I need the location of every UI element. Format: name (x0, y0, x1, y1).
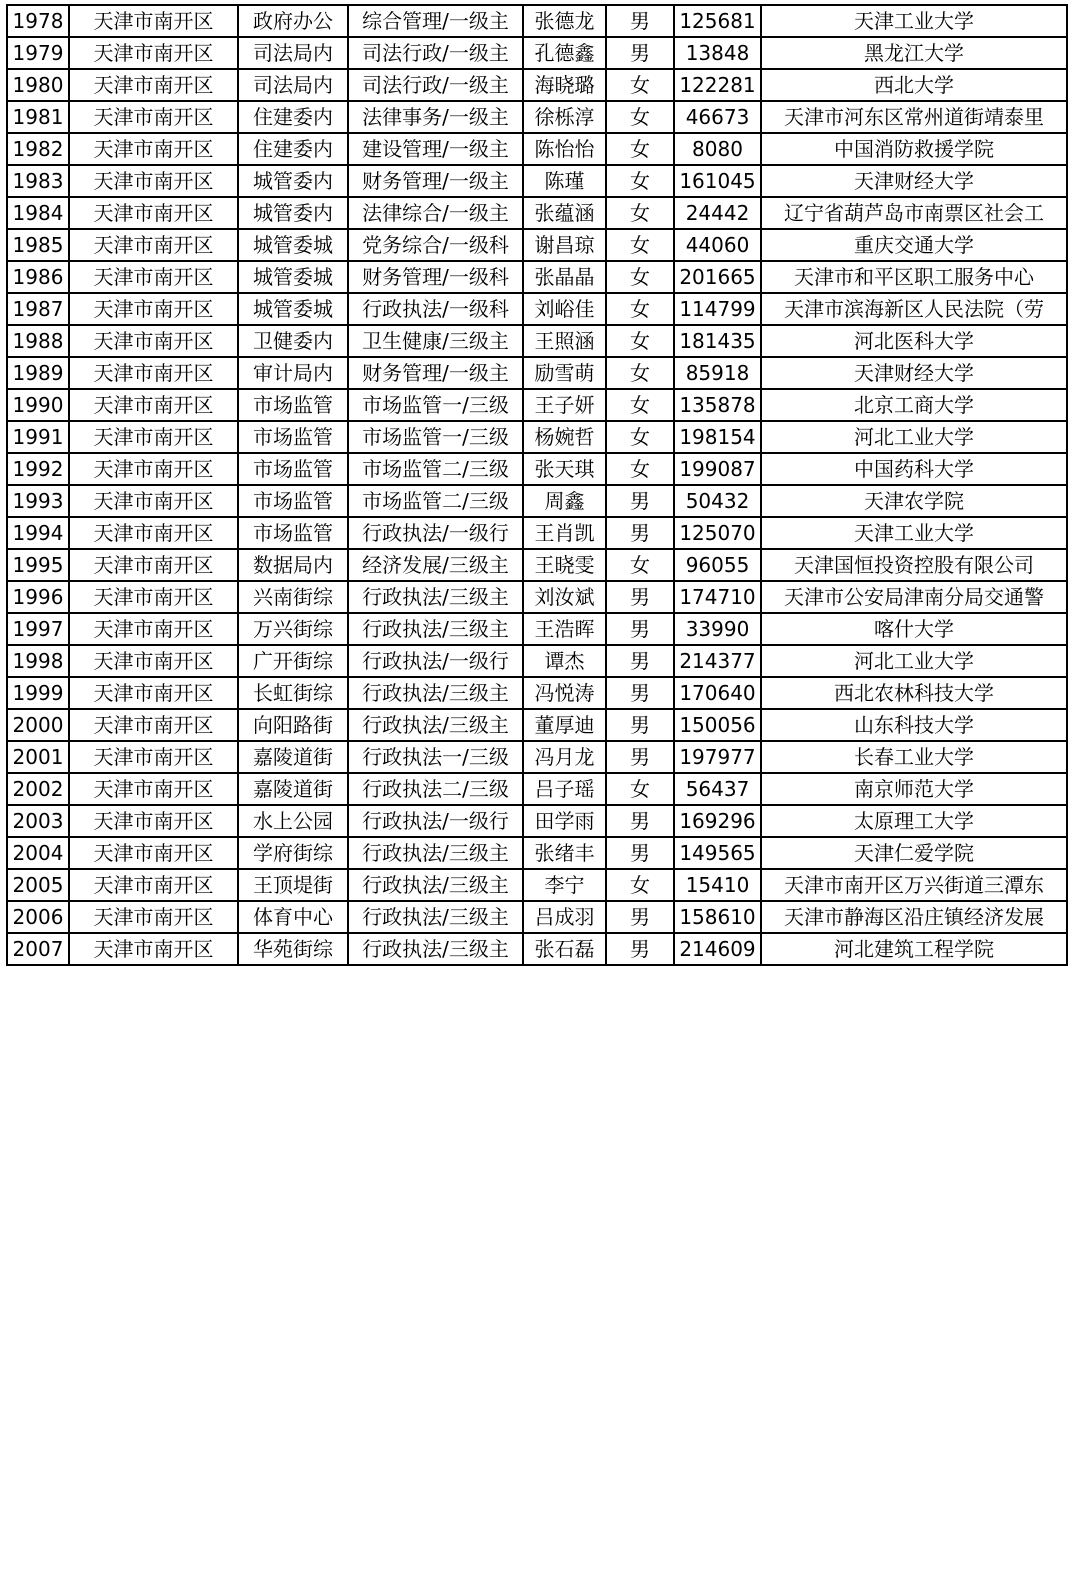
cell-gender: 男 (606, 805, 674, 837)
cell-ticket-number: 24442 (674, 197, 761, 229)
cell-department: 兴南街综 (238, 581, 348, 613)
cell-district: 天津市南开区 (69, 197, 238, 229)
cell-ticket-number: 161045 (674, 165, 761, 197)
cell-department: 数据局内 (238, 549, 348, 581)
cell-person-name: 王照涵 (523, 325, 606, 357)
cell-gender: 男 (606, 37, 674, 69)
cell-position: 行政执法/一级行 (348, 517, 523, 549)
cell-gender: 男 (606, 485, 674, 517)
table-row (7, 805, 1067, 837)
cell-department: 市场监管 (238, 453, 348, 485)
cell-ticket-number: 122281 (674, 69, 761, 101)
cell-ticket-number: 15410 (674, 869, 761, 901)
cell-district: 天津市南开区 (69, 421, 238, 453)
cell-gender: 女 (606, 869, 674, 901)
cell-district: 天津市南开区 (69, 389, 238, 421)
cell-organization: 天津工业大学 (761, 517, 1067, 549)
cell-person-name: 谭杰 (523, 645, 606, 677)
cell-person-name: 孔德鑫 (523, 37, 606, 69)
cell-gender: 女 (606, 229, 674, 261)
cell-department: 政府办公 (238, 5, 348, 37)
cell-organization: 天津农学院 (761, 485, 1067, 517)
cell-position: 卫生健康/三级主 (348, 325, 523, 357)
cell-ticket-number: 149565 (674, 837, 761, 869)
cell-ticket-number: 169296 (674, 805, 761, 837)
table-row (7, 709, 1067, 741)
cell-organization: 天津工业大学 (761, 5, 1067, 37)
cell-person-name: 张天琪 (523, 453, 606, 485)
cell-ticket-number: 214609 (674, 933, 761, 965)
cell-department: 王顶堤街 (238, 869, 348, 901)
cell-organization: 天津市南开区万兴街道三潭东 (761, 869, 1067, 901)
cell-position: 行政执法/一级行 (348, 805, 523, 837)
cell-organization: 天津仁爱学院 (761, 837, 1067, 869)
cell-district: 天津市南开区 (69, 293, 238, 325)
table-row (7, 421, 1067, 453)
cell-position: 司法行政/一级主 (348, 37, 523, 69)
cell-position: 行政执法一/三级 (348, 741, 523, 773)
cell-person-name: 冯悦涛 (523, 677, 606, 709)
cell-organization: 中国药科大学 (761, 453, 1067, 485)
cell-person-name: 张绪丰 (523, 837, 606, 869)
cell-ticket-number: 199087 (674, 453, 761, 485)
cell-gender: 女 (606, 133, 674, 165)
cell-district: 天津市南开区 (69, 709, 238, 741)
cell-organization: 重庆交通大学 (761, 229, 1067, 261)
cell-department: 市场监管 (238, 485, 348, 517)
cell-ticket-number: 46673 (674, 101, 761, 133)
cell-organization: 天津财经大学 (761, 165, 1067, 197)
cell-serial-number: 1980 (7, 69, 69, 101)
cell-ticket-number: 114799 (674, 293, 761, 325)
table-row (7, 261, 1067, 293)
cell-organization: 南京师范大学 (761, 773, 1067, 805)
cell-serial-number: 1984 (7, 197, 69, 229)
cell-department: 卫健委内 (238, 325, 348, 357)
cell-gender: 男 (606, 933, 674, 965)
cell-ticket-number: 13848 (674, 37, 761, 69)
cell-ticket-number: 96055 (674, 549, 761, 581)
cell-department: 城管委城 (238, 293, 348, 325)
cell-gender: 男 (606, 837, 674, 869)
cell-department: 司法局内 (238, 69, 348, 101)
cell-person-name: 张蕴涵 (523, 197, 606, 229)
cell-ticket-number: 214377 (674, 645, 761, 677)
cell-ticket-number: 198154 (674, 421, 761, 453)
cell-position: 综合管理/一级主 (348, 5, 523, 37)
cell-serial-number: 2007 (7, 933, 69, 965)
cell-organization: 天津财经大学 (761, 357, 1067, 389)
cell-department: 向阳路街 (238, 709, 348, 741)
cell-position: 建设管理/一级主 (348, 133, 523, 165)
cell-organization: 天津市公安局津南分局交通警 (761, 581, 1067, 613)
cell-organization: 天津市滨海新区人民法院（劳 (761, 293, 1067, 325)
table-row (7, 133, 1067, 165)
cell-department: 城管委城 (238, 261, 348, 293)
cell-department: 城管委城 (238, 229, 348, 261)
cell-serial-number: 2006 (7, 901, 69, 933)
cell-position: 市场监管一/三级 (348, 389, 523, 421)
cell-district: 天津市南开区 (69, 677, 238, 709)
cell-person-name: 田学雨 (523, 805, 606, 837)
cell-ticket-number: 201665 (674, 261, 761, 293)
cell-gender: 女 (606, 453, 674, 485)
cell-position: 财务管理/一级科 (348, 261, 523, 293)
cell-organization: 辽宁省葫芦岛市南票区社会工 (761, 197, 1067, 229)
cell-person-name: 张晶晶 (523, 261, 606, 293)
cell-district: 天津市南开区 (69, 645, 238, 677)
cell-gender: 男 (606, 645, 674, 677)
cell-gender: 女 (606, 773, 674, 805)
cell-serial-number: 1999 (7, 677, 69, 709)
cell-person-name: 刘峪佳 (523, 293, 606, 325)
cell-person-name: 王晓雯 (523, 549, 606, 581)
cell-ticket-number: 150056 (674, 709, 761, 741)
table-row (7, 69, 1067, 101)
cell-position: 行政执法/三级主 (348, 837, 523, 869)
cell-department: 广开街综 (238, 645, 348, 677)
cell-department: 市场监管 (238, 421, 348, 453)
cell-gender: 男 (606, 741, 674, 773)
cell-ticket-number: 50432 (674, 485, 761, 517)
roster-table-body (7, 5, 1067, 965)
table-row (7, 517, 1067, 549)
cell-ticket-number: 135878 (674, 389, 761, 421)
cell-position: 行政执法二/三级 (348, 773, 523, 805)
cell-department: 长虹街综 (238, 677, 348, 709)
cell-organization: 天津市和平区职工服务中心 (761, 261, 1067, 293)
cell-serial-number: 1986 (7, 261, 69, 293)
cell-district: 天津市南开区 (69, 69, 238, 101)
cell-gender: 男 (606, 581, 674, 613)
cell-serial-number: 1994 (7, 517, 69, 549)
cell-ticket-number: 85918 (674, 357, 761, 389)
cell-position: 法律综合/一级主 (348, 197, 523, 229)
cell-serial-number: 1987 (7, 293, 69, 325)
cell-serial-number: 2004 (7, 837, 69, 869)
cell-position: 行政执法/三级主 (348, 613, 523, 645)
cell-organization: 西北大学 (761, 69, 1067, 101)
cell-gender: 男 (606, 901, 674, 933)
cell-position: 市场监管二/三级 (348, 453, 523, 485)
cell-department: 学府街综 (238, 837, 348, 869)
cell-department: 司法局内 (238, 37, 348, 69)
cell-district: 天津市南开区 (69, 261, 238, 293)
cell-gender: 男 (606, 613, 674, 645)
table-row (7, 325, 1067, 357)
cell-position: 行政执法/一级科 (348, 293, 523, 325)
cell-serial-number: 1982 (7, 133, 69, 165)
cell-ticket-number: 181435 (674, 325, 761, 357)
cell-district: 天津市南开区 (69, 517, 238, 549)
cell-serial-number: 1983 (7, 165, 69, 197)
cell-position: 行政执法/三级主 (348, 581, 523, 613)
cell-department: 市场监管 (238, 517, 348, 549)
cell-person-name: 陈瑾 (523, 165, 606, 197)
cell-district: 天津市南开区 (69, 325, 238, 357)
cell-serial-number: 1978 (7, 5, 69, 37)
cell-position: 行政执法/三级主 (348, 677, 523, 709)
cell-district: 天津市南开区 (69, 357, 238, 389)
cell-organization: 长春工业大学 (761, 741, 1067, 773)
table-row (7, 741, 1067, 773)
cell-person-name: 吕成羽 (523, 901, 606, 933)
cell-position: 法律事务/一级主 (348, 101, 523, 133)
cell-serial-number: 1991 (7, 421, 69, 453)
cell-district: 天津市南开区 (69, 549, 238, 581)
cell-district: 天津市南开区 (69, 805, 238, 837)
cell-organization: 黑龙江大学 (761, 37, 1067, 69)
table-row (7, 37, 1067, 69)
table-row (7, 549, 1067, 581)
table-row (7, 645, 1067, 677)
table-row (7, 485, 1067, 517)
cell-serial-number: 2005 (7, 869, 69, 901)
cell-ticket-number: 33990 (674, 613, 761, 645)
cell-position: 行政执法/三级主 (348, 709, 523, 741)
cell-person-name: 陈怡怡 (523, 133, 606, 165)
cell-department: 市场监管 (238, 389, 348, 421)
cell-gender: 女 (606, 389, 674, 421)
cell-ticket-number: 44060 (674, 229, 761, 261)
cell-serial-number: 2003 (7, 805, 69, 837)
cell-gender: 女 (606, 293, 674, 325)
cell-organization: 喀什大学 (761, 613, 1067, 645)
cell-district: 天津市南开区 (69, 453, 238, 485)
cell-department: 住建委内 (238, 133, 348, 165)
cell-ticket-number: 56437 (674, 773, 761, 805)
cell-person-name: 张石磊 (523, 933, 606, 965)
cell-position: 经济发展/三级主 (348, 549, 523, 581)
cell-district: 天津市南开区 (69, 5, 238, 37)
cell-position: 党务综合/一级科 (348, 229, 523, 261)
cell-gender: 女 (606, 549, 674, 581)
cell-ticket-number: 174710 (674, 581, 761, 613)
table-row (7, 837, 1067, 869)
cell-department: 万兴街综 (238, 613, 348, 645)
cell-district: 天津市南开区 (69, 741, 238, 773)
cell-department: 审计局内 (238, 357, 348, 389)
table-row (7, 389, 1067, 421)
cell-position: 司法行政/一级主 (348, 69, 523, 101)
cell-position: 行政执法/三级主 (348, 901, 523, 933)
table-row (7, 613, 1067, 645)
cell-district: 天津市南开区 (69, 869, 238, 901)
cell-organization: 山东科技大学 (761, 709, 1067, 741)
cell-person-name: 海晓璐 (523, 69, 606, 101)
cell-serial-number: 2001 (7, 741, 69, 773)
table-row (7, 101, 1067, 133)
cell-person-name: 王子妍 (523, 389, 606, 421)
cell-position: 行政执法/一级行 (348, 645, 523, 677)
cell-person-name: 刘汝斌 (523, 581, 606, 613)
cell-district: 天津市南开区 (69, 37, 238, 69)
cell-gender: 女 (606, 325, 674, 357)
table-row (7, 197, 1067, 229)
cell-serial-number: 2002 (7, 773, 69, 805)
cell-department: 城管委内 (238, 197, 348, 229)
cell-organization: 中国消防救援学院 (761, 133, 1067, 165)
cell-serial-number: 1979 (7, 37, 69, 69)
cell-ticket-number: 197977 (674, 741, 761, 773)
cell-ticket-number: 158610 (674, 901, 761, 933)
cell-organization: 太原理工大学 (761, 805, 1067, 837)
roster-table (6, 4, 1068, 966)
cell-person-name: 吕子瑶 (523, 773, 606, 805)
cell-gender: 女 (606, 357, 674, 389)
cell-department: 城管委内 (238, 165, 348, 197)
cell-department: 水上公园 (238, 805, 348, 837)
cell-person-name: 王浩晖 (523, 613, 606, 645)
cell-department: 住建委内 (238, 101, 348, 133)
cell-serial-number: 1988 (7, 325, 69, 357)
cell-ticket-number: 8080 (674, 133, 761, 165)
cell-gender: 女 (606, 261, 674, 293)
cell-gender: 男 (606, 709, 674, 741)
cell-gender: 女 (606, 421, 674, 453)
cell-person-name: 张德龙 (523, 5, 606, 37)
cell-person-name: 李宁 (523, 869, 606, 901)
cell-organization: 天津市河东区常州道街靖泰里 (761, 101, 1067, 133)
cell-organization: 河北工业大学 (761, 645, 1067, 677)
cell-person-name: 杨婉哲 (523, 421, 606, 453)
cell-district: 天津市南开区 (69, 229, 238, 261)
cell-organization: 天津市静海区沿庄镇经济发展 (761, 901, 1067, 933)
cell-serial-number: 1993 (7, 485, 69, 517)
cell-gender: 男 (606, 517, 674, 549)
cell-organization: 西北农林科技大学 (761, 677, 1067, 709)
table-row (7, 901, 1067, 933)
cell-district: 天津市南开区 (69, 901, 238, 933)
cell-serial-number: 2000 (7, 709, 69, 741)
cell-district: 天津市南开区 (69, 773, 238, 805)
cell-district: 天津市南开区 (69, 165, 238, 197)
table-row (7, 773, 1067, 805)
cell-person-name: 董厚迪 (523, 709, 606, 741)
cell-person-name: 冯月龙 (523, 741, 606, 773)
table-row (7, 293, 1067, 325)
cell-serial-number: 1995 (7, 549, 69, 581)
cell-position: 行政执法/三级主 (348, 933, 523, 965)
cell-person-name: 励雪萌 (523, 357, 606, 389)
table-row (7, 357, 1067, 389)
cell-gender: 女 (606, 165, 674, 197)
cell-district: 天津市南开区 (69, 485, 238, 517)
cell-person-name: 周鑫 (523, 485, 606, 517)
cell-position: 行政执法/三级主 (348, 869, 523, 901)
table-row (7, 229, 1067, 261)
cell-gender: 女 (606, 69, 674, 101)
cell-person-name: 王肖凯 (523, 517, 606, 549)
cell-ticket-number: 125681 (674, 5, 761, 37)
cell-organization: 北京工商大学 (761, 389, 1067, 421)
cell-position: 市场监管一/三级 (348, 421, 523, 453)
table-row (7, 581, 1067, 613)
table-row (7, 677, 1067, 709)
cell-department: 嘉陵道街 (238, 773, 348, 805)
cell-department: 体育中心 (238, 901, 348, 933)
table-row (7, 5, 1067, 37)
cell-serial-number: 1997 (7, 613, 69, 645)
cell-serial-number: 1985 (7, 229, 69, 261)
table-row (7, 165, 1067, 197)
cell-organization: 河北建筑工程学院 (761, 933, 1067, 965)
cell-department: 嘉陵道街 (238, 741, 348, 773)
cell-person-name: 徐栎淳 (523, 101, 606, 133)
cell-serial-number: 1992 (7, 453, 69, 485)
cell-organization: 河北工业大学 (761, 421, 1067, 453)
cell-position: 财务管理/一级主 (348, 165, 523, 197)
cell-ticket-number: 125070 (674, 517, 761, 549)
cell-ticket-number: 170640 (674, 677, 761, 709)
cell-gender: 男 (606, 677, 674, 709)
cell-person-name: 谢昌琼 (523, 229, 606, 261)
cell-gender: 男 (606, 5, 674, 37)
cell-gender: 女 (606, 197, 674, 229)
table-row (7, 869, 1067, 901)
cell-department: 华苑街综 (238, 933, 348, 965)
cell-district: 天津市南开区 (69, 933, 238, 965)
cell-organization: 天津国恒投资控股有限公司 (761, 549, 1067, 581)
cell-position: 市场监管二/三级 (348, 485, 523, 517)
table-row (7, 933, 1067, 965)
cell-district: 天津市南开区 (69, 101, 238, 133)
table-row (7, 453, 1067, 485)
cell-district: 天津市南开区 (69, 613, 238, 645)
cell-serial-number: 1990 (7, 389, 69, 421)
cell-gender: 女 (606, 101, 674, 133)
cell-district: 天津市南开区 (69, 837, 238, 869)
cell-serial-number: 1989 (7, 357, 69, 389)
cell-district: 天津市南开区 (69, 133, 238, 165)
cell-district: 天津市南开区 (69, 581, 238, 613)
cell-serial-number: 1981 (7, 101, 69, 133)
cell-position: 财务管理/一级主 (348, 357, 523, 389)
cell-serial-number: 1996 (7, 581, 69, 613)
cell-serial-number: 1998 (7, 645, 69, 677)
cell-organization: 河北医科大学 (761, 325, 1067, 357)
